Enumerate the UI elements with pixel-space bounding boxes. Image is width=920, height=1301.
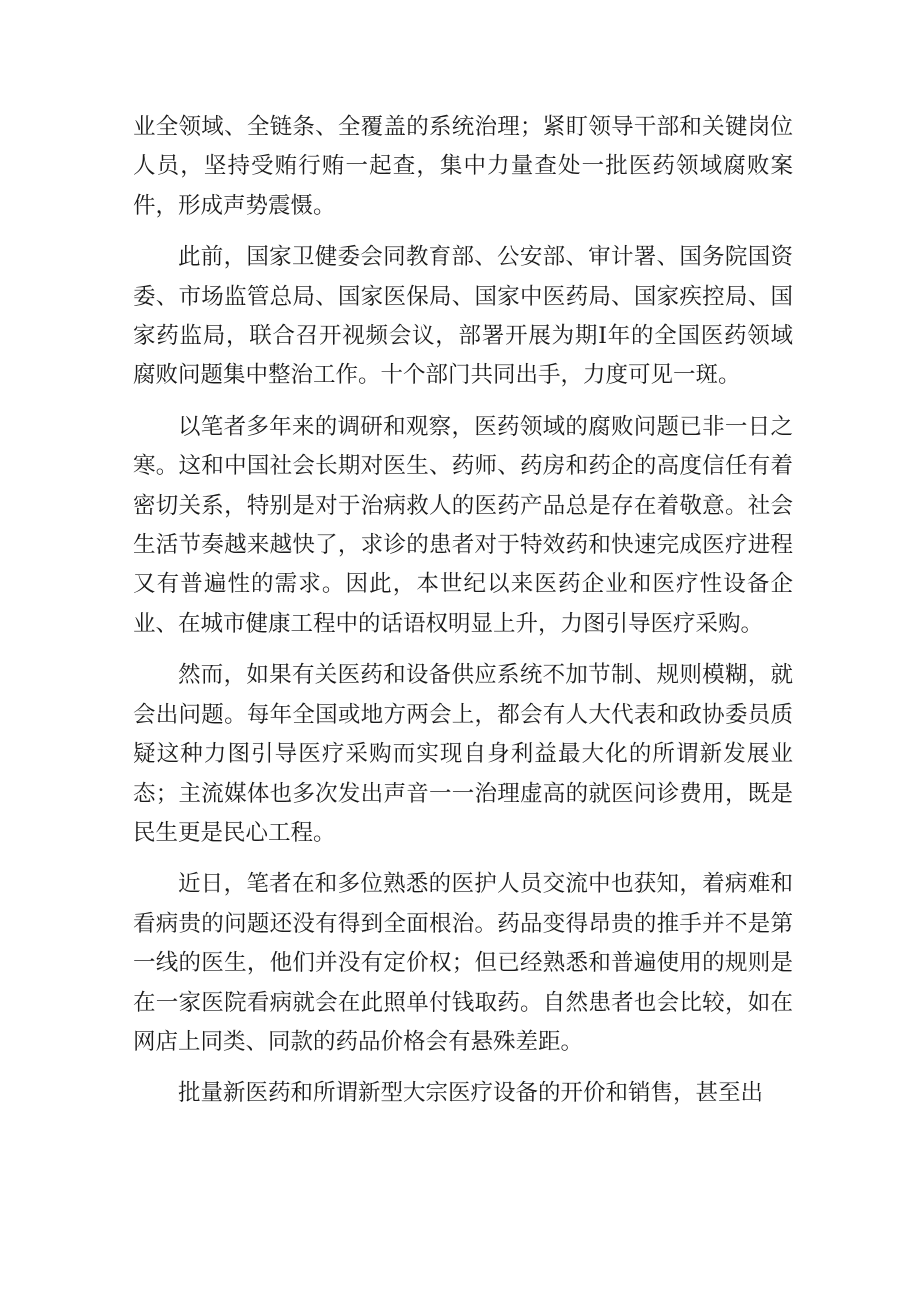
paragraph-author-observation: 以笔者多年来的调研和观察，医药领域的腐败问题已非一日之寒。这和中国社会长期对医生、药师、药房和药企的高度信任有着密切关系，特别是对于治病救人的医药产品总是存在着敬意。社会生活节奏越来越快了，求诊的患者对于特效药和快速完成医疗进程又有普遍性的需求。因此，本世纪以来医药企业和医疗性设备企业、在城市健康工程中的话语权明显上升，力图引导医疗采购。 <box>133 413 793 637</box>
paragraph-continued: 业全领域、全链条、全覆盖的系统治理；紧盯领导干部和关键岗位人员，坚持受贿行贿一起查，集中力量查处一批医药领域腐败案件，形成声势震慑。 <box>133 114 793 219</box>
paragraph-medical-staff: 近日，笔者在和多位熟悉的医护人员交流中也获知，着病难和看病贵的问题还没有得到全面根治。药品变得昂贵的推手并不是第一线的医生，他们并没有定价权；但已经熟悉和普遍使用的规则是在一家医院看病就会在此照单付钱取药。自然患者也会比较，如在网店上同类、同款的药品价格会有悬殊差距。 <box>133 871 793 1055</box>
article-body <box>133 108 793 1114</box>
paragraph-regulation-problems: 然而，如果有关医药和设备供应系统不加节制、规则模糊，就会出问题。每年全国或地方两会上，都会有人大代表和政协委员质疑这种力图引导医疗采购而实现自身利益最大化的所谓新发展业态；主流媒体也多次发出声音一一治理虚高的就医问诊费用，既是民生更是民心工程。 <box>133 662 793 846</box>
paragraph-new-equipment: 批量新医药和所谓新型大宗医疗设备的开价和销售，甚至出 <box>178 1080 764 1107</box>
paragraph-joint-meeting: 此前，国家卫健委会同教育部、公安部、审计署、国务院国资委、市场监管总局、国家医保局、国家中医药局、国家疾控局、国家药监局，联合召开视频会议，部署开展为期I年的全国医药领域腐败问题集中整治工作。十个部门共同出手，力度可见一斑。 <box>133 244 793 389</box>
